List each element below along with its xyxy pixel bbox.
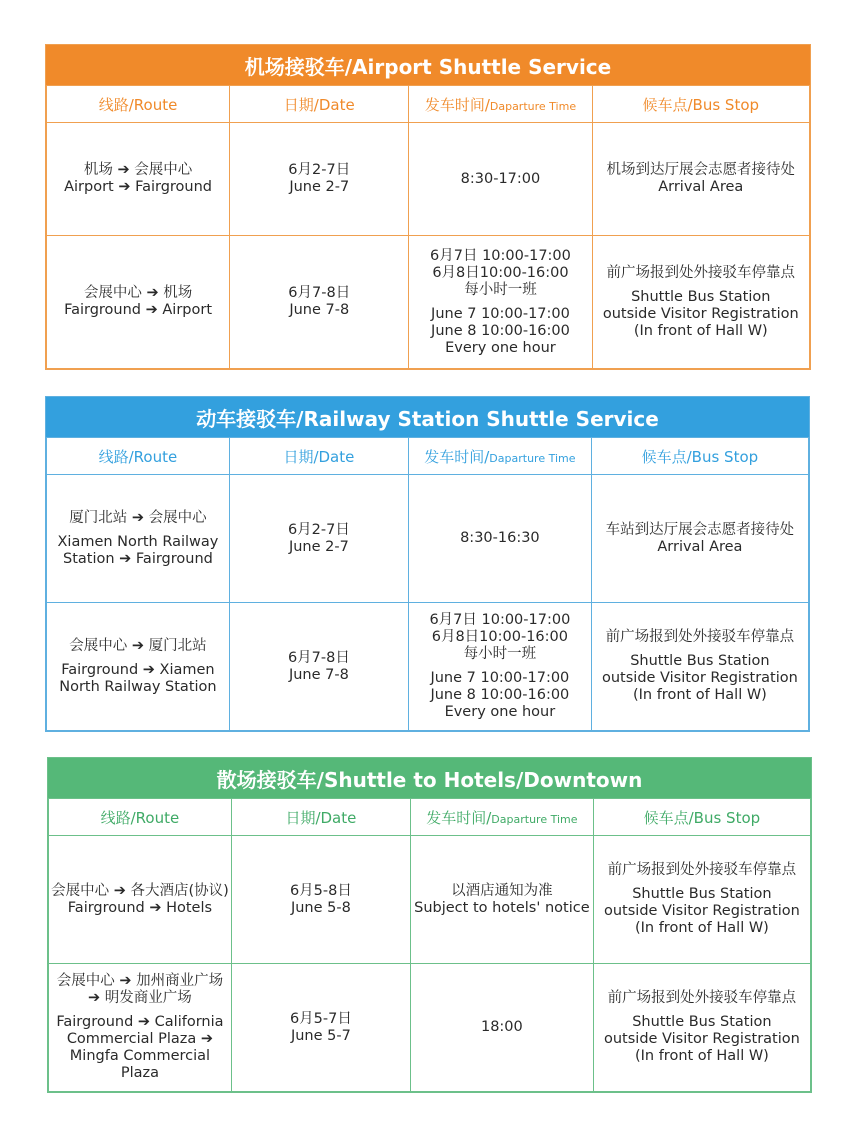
route-text-line: ➔ 明发商业广场 (88, 990, 192, 1006)
stop-text-line: Shuttle Bus Station (632, 886, 772, 902)
time-text-line: 每小时一班 (463, 646, 537, 662)
date-cell (230, 123, 409, 236)
time-header-en: Daparture Time (489, 451, 576, 465)
route-column-header: 线路/Route (49, 799, 232, 836)
date-cell (230, 236, 409, 369)
time-text-line: 6月7日 10:00-17:00 (430, 247, 571, 264)
route-cell (47, 475, 230, 603)
time-cell (409, 123, 592, 236)
line-gap (411, 663, 589, 670)
stop-column-header: 候车点/Bus Stop (593, 799, 810, 836)
route-text-line: 会展中心 ➔ 厦门北站 (69, 637, 207, 654)
stop-cell (592, 123, 809, 236)
time-text-line: June 7 10:00-17:00 (430, 670, 570, 686)
time-text-line: 6月8日10:00-16:00 (431, 629, 568, 645)
header-row (47, 438, 809, 475)
stop-text-line: 前广场报到处外接驳车停靠点 (606, 264, 795, 281)
table-row (47, 236, 810, 369)
date-text-line: 6月5-8日 (289, 882, 352, 899)
route-text-line: Fairground ➔ Hotels (67, 899, 213, 916)
stop-text-line: 前广场报到处外接驳车停靠点 (605, 629, 795, 645)
schedule-table (46, 437, 809, 731)
route-text-line: 会展中心 ➔ 机场 (83, 285, 193, 301)
date-cell (229, 603, 408, 731)
date-text-line: June 7-8 (288, 666, 349, 683)
date-text-line: June 2-7 (289, 179, 350, 195)
route-text-line: 会展中心 ➔ 加州商业广场 (56, 973, 224, 989)
time-text-line: 6月8日10:00-16:00 (432, 264, 569, 281)
date-text-line: June 5-7 (290, 1027, 351, 1044)
time-column-header (408, 438, 591, 475)
line-gap (411, 299, 589, 306)
airport-shuttle-section (45, 44, 811, 370)
stop-text-line: Arrival Area (657, 538, 743, 555)
stop-cell (591, 603, 808, 731)
time-text-line: 18:00 (480, 1019, 523, 1035)
stop-text-line: 前广场报到处外接驳车停靠点 (607, 862, 797, 878)
date-text-line: 6月2-7日 (288, 162, 351, 178)
stop-text-line: (In front of Hall W) (632, 687, 767, 703)
date-text-line: 6月5-7日 (289, 1010, 352, 1027)
time-header-en: Daparture Time (489, 99, 577, 113)
stop-text-line: 前广场报到处外接驳车停靠点 (607, 990, 797, 1006)
time-header-cn: 发车时间/ (424, 95, 490, 114)
date-column-header: 日期/Date (230, 86, 409, 123)
stop-column-header: 候车点/Bus Stop (591, 438, 808, 475)
route-text-line: 厦门北站 ➔ 会展中心 (69, 509, 207, 526)
route-cell (47, 236, 230, 369)
time-text-line: June 8 10:00-16:00 (430, 687, 570, 703)
route-cell (47, 123, 230, 236)
route-text-line: Fairground ➔ Xiamen (61, 661, 215, 678)
hotel-shuttle-section (47, 757, 812, 1093)
line-gap (49, 527, 227, 534)
stop-cell (591, 475, 808, 603)
stop-text-line: (In front of Hall W) (634, 920, 769, 936)
date-text-line: June 7-8 (289, 302, 350, 318)
section-title: 动车接驳车/Railway Station Shuttle Service (46, 397, 809, 437)
stop-text-line: outside Visitor Registration (602, 305, 799, 322)
date-text-line: 6月7-8日 (288, 285, 351, 301)
time-header-cn: 发车时间/ (426, 808, 492, 827)
time-text-line: Subject to hotels' notice (414, 899, 590, 916)
schedule-table (48, 798, 811, 1092)
stop-cell (593, 964, 810, 1092)
time-cell (410, 964, 593, 1092)
stop-text-line: 车站到达厅展会志愿者接待处 (605, 521, 795, 538)
railway-shuttle-section (45, 396, 810, 732)
time-text-line: 8:30-16:30 (460, 530, 540, 546)
header-row (49, 799, 811, 836)
date-text-line: 6月2-7日 (287, 521, 350, 538)
table-row (49, 836, 811, 964)
section-title: 机场接驳车/Airport Shuttle Service (46, 45, 810, 85)
date-cell (229, 475, 408, 603)
stop-text-line: Shuttle Bus Station (630, 653, 770, 669)
stop-cell (592, 236, 809, 369)
route-column-header: 线路/Route (47, 86, 230, 123)
stop-text-line: (In front of Hall W) (633, 322, 768, 339)
route-text-line: 会展中心 ➔ 各大酒店(协议) (51, 882, 229, 899)
stop-text-line: (In front of Hall W) (634, 1048, 769, 1064)
route-text-line: 机场 ➔ 会展中心 (83, 162, 193, 178)
route-cell (47, 603, 230, 731)
time-text-line: 8:30-17:00 (460, 170, 541, 187)
route-column-header: 线路/Route (47, 438, 230, 475)
schedule-table (46, 85, 810, 369)
stop-text-line: Shuttle Bus Station (631, 288, 771, 305)
route-text-line: Station ➔ Fairground (63, 550, 213, 567)
date-text-line: June 2-7 (288, 538, 349, 555)
date-text-line: June 5-8 (290, 899, 351, 916)
date-cell (231, 836, 410, 964)
route-text-line: Fairground ➔ California (56, 1014, 224, 1030)
line-gap (596, 879, 808, 886)
route-text-line: Mingfa Commercial Plaza (69, 1048, 211, 1081)
time-text-line: 以酒店通知为准 (451, 882, 553, 899)
time-header-en: Daparture Time (491, 812, 578, 826)
route-cell (49, 964, 232, 1092)
time-column-header (410, 799, 593, 836)
table-row (47, 603, 809, 731)
line-gap (49, 655, 227, 662)
table-row (49, 964, 811, 1092)
time-text-line: 6月7日 10:00-17:00 (429, 612, 571, 628)
line-gap (595, 282, 807, 289)
time-text-line: 每小时一班 (464, 281, 537, 298)
stop-text-line: Shuttle Bus Station (632, 1014, 772, 1030)
table-row (47, 123, 810, 236)
time-cell (408, 475, 591, 603)
route-text-line: Xiamen North Railway (57, 533, 219, 550)
route-cell (49, 836, 232, 964)
line-gap (596, 1007, 808, 1014)
route-text-line: Airport ➔ Fairground (64, 179, 213, 195)
time-text-line: Every one hour (445, 339, 556, 356)
stop-text-line: 机场到达厅展会志愿者接待处 (606, 162, 795, 178)
time-text-line: Every one hour (444, 704, 556, 720)
stop-text-line: outside Visitor Registration (603, 903, 800, 919)
time-cell (409, 236, 592, 369)
time-text-line: June 8 10:00-16:00 (431, 322, 570, 339)
line-gap (51, 1007, 229, 1014)
time-cell (410, 836, 593, 964)
route-text-line: North Railway Station (59, 678, 217, 695)
date-text-line: 6月7-8日 (287, 649, 350, 666)
time-cell (408, 603, 591, 731)
stop-text-line: outside Visitor Registration (601, 670, 798, 686)
header-row (47, 86, 810, 123)
route-text-line: Commercial Plaza ➔ (66, 1031, 214, 1047)
line-gap (594, 646, 806, 653)
table-row (47, 475, 809, 603)
date-column-header: 日期/Date (229, 438, 408, 475)
date-column-header: 日期/Date (231, 799, 410, 836)
time-text-line: June 7 10:00-17:00 (431, 305, 570, 322)
stop-text-line: outside Visitor Registration (603, 1031, 800, 1047)
section-title: 散场接驳车/Shuttle to Hotels/Downtown (48, 758, 811, 798)
stop-cell (593, 836, 810, 964)
route-text-line: Fairground ➔ Airport (64, 302, 213, 318)
time-column-header (409, 86, 592, 123)
stop-text-line: Arrival Area (658, 179, 744, 195)
date-cell (231, 964, 410, 1092)
stop-column-header: 候车点/Bus Stop (592, 86, 809, 123)
time-header-cn: 发车时间/ (424, 447, 490, 466)
